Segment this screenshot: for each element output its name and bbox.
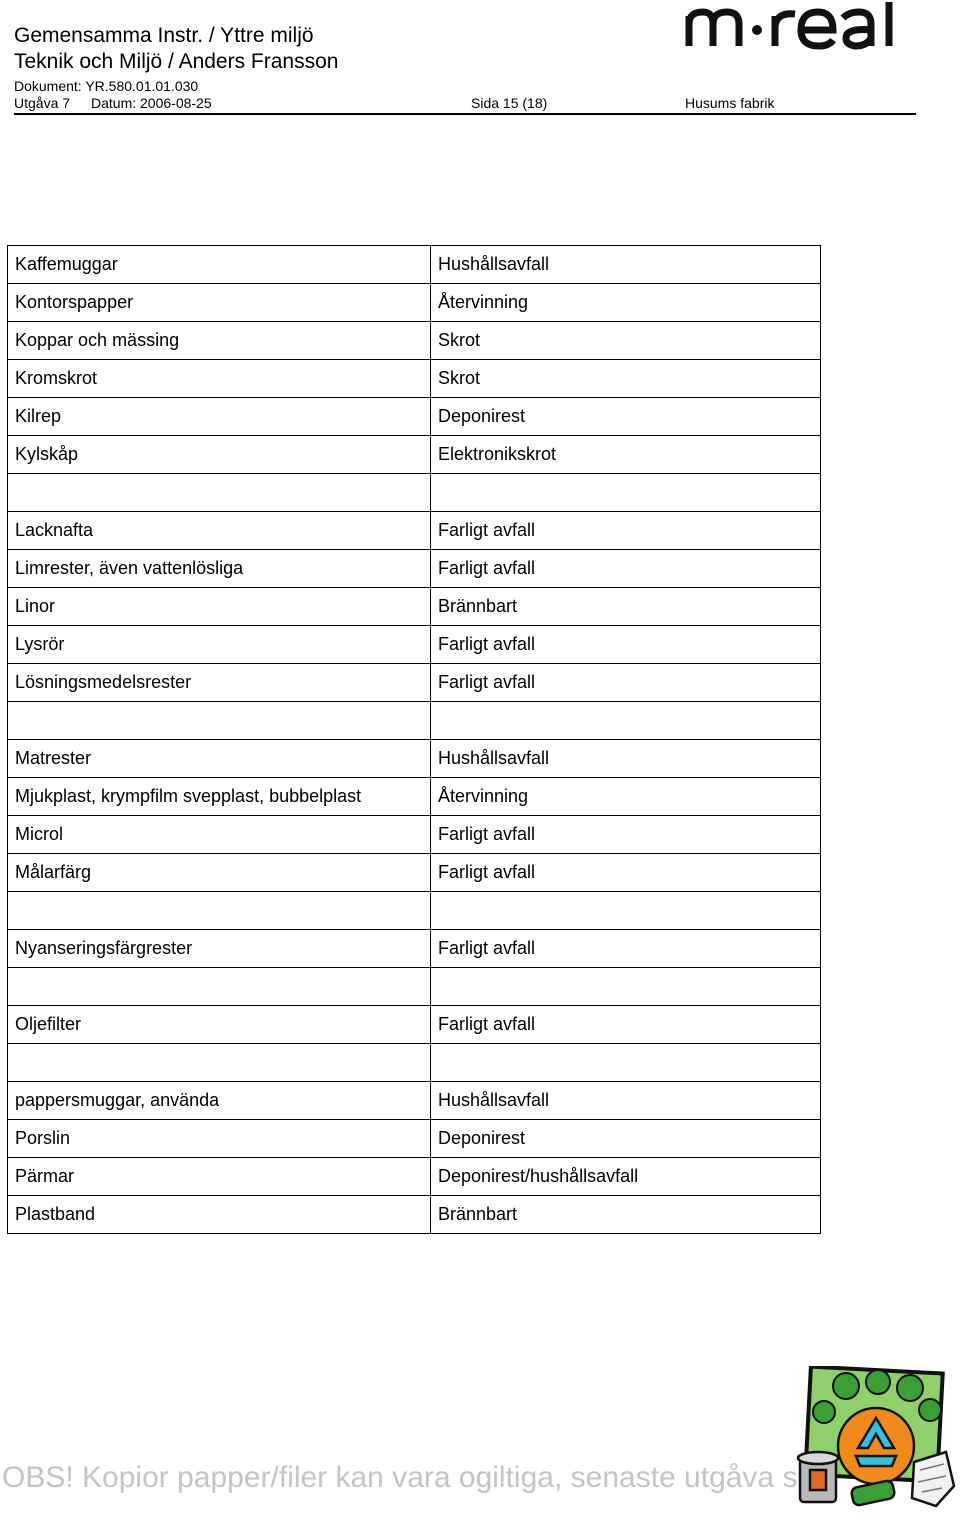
item-cell: Koppar och mässing	[8, 322, 431, 360]
table-row	[8, 360, 821, 398]
table-row	[8, 1006, 821, 1044]
recycling-clipart	[796, 1366, 958, 1516]
header-site: Husums fabrik	[685, 95, 775, 111]
disposal-cell: Deponirest	[431, 1120, 821, 1158]
disposal-cell	[431, 474, 821, 512]
table-row	[8, 1120, 821, 1158]
item-cell: Lösningsmedelsrester	[8, 664, 431, 702]
item-cell: Kylskåp	[8, 436, 431, 474]
item-cell: Kaffemuggar	[8, 246, 431, 284]
disposal-cell: Farligt avfall	[431, 930, 821, 968]
table-row	[8, 246, 821, 284]
header-page-number: Sida 15 (18)	[471, 95, 548, 111]
disposal-cell: Återvinning	[431, 778, 821, 816]
item-cell: Nyanseringsfärgrester	[8, 930, 431, 968]
table-row	[8, 322, 821, 360]
item-cell	[8, 968, 431, 1006]
m-real-logo	[683, 2, 915, 50]
item-cell: Kontorspapper	[8, 284, 431, 322]
header-title: Gemensamma Instr. / Yttre miljö	[14, 24, 314, 47]
table-row	[8, 588, 821, 626]
item-cell: Pärmar	[8, 1158, 431, 1196]
disposal-cell: Deponirest	[431, 398, 821, 436]
table-row-empty	[8, 702, 821, 740]
table-row-empty	[8, 968, 821, 1006]
disposal-cell	[431, 968, 821, 1006]
item-cell: Limrester, även vattenlösliga	[8, 550, 431, 588]
disposal-cell: Farligt avfall	[431, 550, 821, 588]
header-date: Datum: 2006-08-25	[91, 95, 212, 111]
disposal-cell: Farligt avfall	[431, 854, 821, 892]
disposal-cell: Brännbart	[431, 1196, 821, 1234]
disposal-cell: Hushållsavfall	[431, 1082, 821, 1120]
disposal-cell: Hushållsavfall	[431, 740, 821, 778]
item-cell	[8, 474, 431, 512]
item-cell: Linor	[8, 588, 431, 626]
disposal-cell	[431, 702, 821, 740]
table-row	[8, 626, 821, 664]
item-cell: Oljefilter	[8, 1006, 431, 1044]
table-row	[8, 854, 821, 892]
table-row	[8, 284, 821, 322]
table-row	[8, 664, 821, 702]
header-department: Teknik och Miljö / Anders Fransson	[14, 50, 339, 73]
item-cell: Kilrep	[8, 398, 431, 436]
table-row	[8, 1082, 821, 1120]
table-row-empty	[8, 1044, 821, 1082]
copy-validity-notice: OBS! Kopior papper/filer kan vara ogiltiga, senaste utgåva s	[2, 1461, 798, 1494]
table-row	[8, 1196, 821, 1234]
header-document-id: Dokument: YR.580.01.01.030	[14, 78, 199, 94]
disposal-cell: Skrot	[431, 360, 821, 398]
table-row	[8, 1158, 821, 1196]
disposal-cell: Farligt avfall	[431, 1006, 821, 1044]
table-row	[8, 740, 821, 778]
item-cell: pappersmuggar, använda	[8, 1082, 431, 1120]
item-cell	[8, 892, 431, 930]
table-row	[8, 436, 821, 474]
item-cell: Lysrör	[8, 626, 431, 664]
item-cell: Porslin	[8, 1120, 431, 1158]
header-edition: Utgåva 7	[14, 95, 71, 111]
item-cell: Matrester	[8, 740, 431, 778]
item-cell: Lacknafta	[8, 512, 431, 550]
item-cell: Målarfärg	[8, 854, 431, 892]
disposal-cell: Hushållsavfall	[431, 246, 821, 284]
table-row	[8, 512, 821, 550]
waste-sorting-table	[7, 245, 821, 1234]
table-row	[8, 930, 821, 968]
disposal-cell: Deponirest/hushållsavfall	[431, 1158, 821, 1196]
item-cell	[8, 702, 431, 740]
header-divider	[14, 113, 916, 115]
item-cell: Kromskrot	[8, 360, 431, 398]
table-row	[8, 398, 821, 436]
disposal-cell: Farligt avfall	[431, 512, 821, 550]
disposal-cell: Skrot	[431, 322, 821, 360]
table-row	[8, 550, 821, 588]
table-row-empty	[8, 892, 821, 930]
item-cell	[8, 1044, 431, 1082]
disposal-cell	[431, 1044, 821, 1082]
disposal-cell	[431, 892, 821, 930]
disposal-cell: Återvinning	[431, 284, 821, 322]
item-cell: Plastband	[8, 1196, 431, 1234]
disposal-cell: Farligt avfall	[431, 626, 821, 664]
table-row	[8, 778, 821, 816]
table-row-empty	[8, 474, 821, 512]
disposal-cell: Farligt avfall	[431, 664, 821, 702]
disposal-cell: Farligt avfall	[431, 816, 821, 854]
item-cell: Microl	[8, 816, 431, 854]
item-cell: Mjukplast, krympfilm svepplast, bubbelplast	[8, 778, 431, 816]
disposal-cell: Elektronikskrot	[431, 436, 821, 474]
disposal-cell: Brännbart	[431, 588, 821, 626]
table-row	[8, 816, 821, 854]
